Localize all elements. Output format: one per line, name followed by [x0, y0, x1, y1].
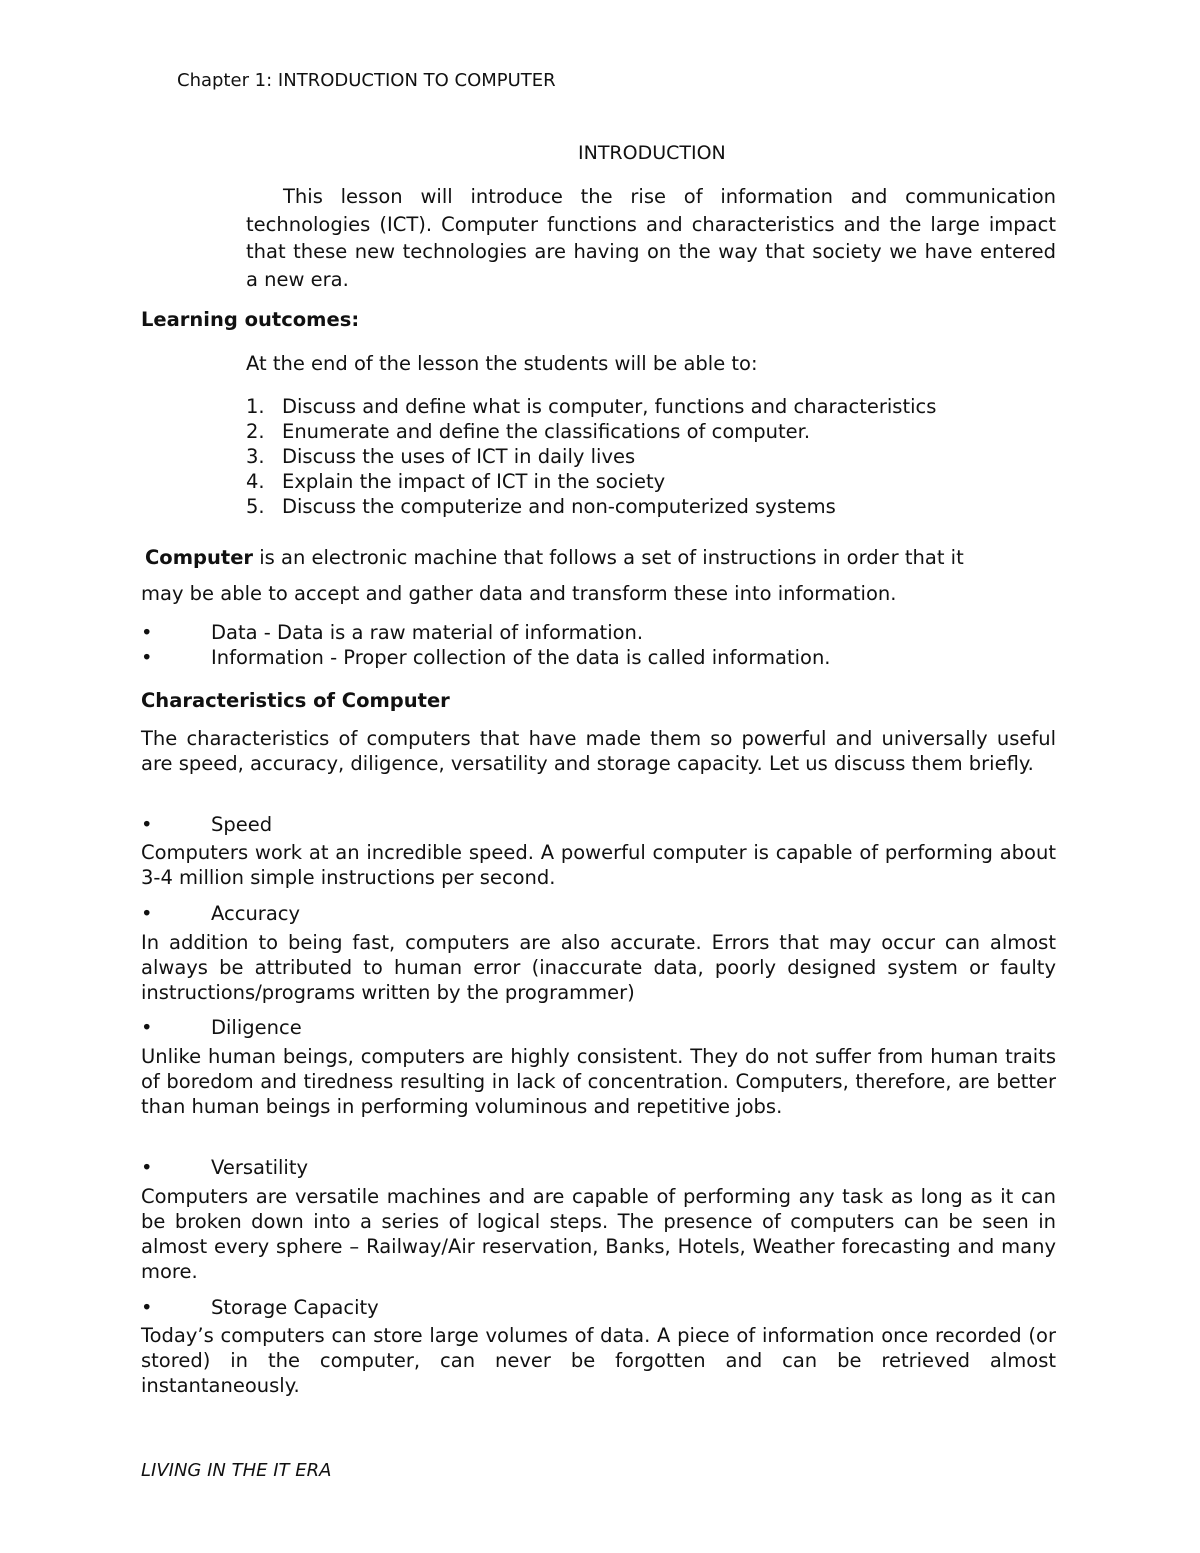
characteristic-versatility-text: Computers are versatile machines and are capable of performing any task as long as it can be broken down into a series of logical steps. The presence of computers can be seen in almost every sphere – Railway/Air reservation, Banks, Hotels, Weather forecasting and many more. — [141, 1185, 1056, 1283]
learning-outcomes-heading: Learning outcomes: — [141, 308, 360, 331]
learning-outcomes-list — [246, 394, 936, 519]
characteristics-heading: Characteristics of Computer — [141, 689, 450, 712]
page-footer: LIVING IN THE IT ERA — [141, 1460, 332, 1481]
definition-term: Computer — [145, 546, 254, 569]
characteristic-diligence-text: Unlike human beings, computers are highly consistent. They do not suffer from human traits of boredom and tiredness resulting in lack of concentration. Computers, therefore, are better than human beings in performing voluminous and repetitive jobs. — [141, 1045, 1056, 1118]
computer-definition-line2: may be able to accept and gather data and transform these into information. — [141, 582, 897, 605]
list-item: 3. Discuss the uses of ICT in daily lives — [246, 445, 636, 468]
list-item: 1. Discuss and define what is computer, functions and characteristics — [246, 395, 937, 418]
bullet-icon: • — [141, 813, 153, 836]
characteristic-accuracy-text: In addition to being fast, computers are also accurate. Errors that may occur can almost always be attributed to human error (inaccurate data, poorly designed system or faulty instructions/programs written by the programmer) — [141, 931, 1056, 1004]
learning-outcomes-intro: At the end of the lesson the students will be able to: — [246, 352, 758, 375]
intro-paragraph: This lesson will introduce the rise of information and communication technologies (ICT). Computer functions and characteristics and the large impact that these new technologies are having on the way that society we have entered a new era. — [246, 185, 1056, 291]
characteristic-accuracy-label: • Accuracy — [141, 902, 301, 925]
characteristics-intro: The characteristics of computers that have made them so powerful and universally useful are speed, accuracy, diligence, versatility and storage capacity. Let us discuss them briefly. — [141, 727, 1056, 775]
characteristic-versatility-label: • Versatility — [141, 1156, 309, 1179]
bullet-icon: • — [141, 1016, 153, 1039]
characteristic-storage-text: Today’s computers can store large volumes of data. A piece of information once recorded (or stored) in the computer, can never be forgotten and can be retrieved almost instantaneously. — [141, 1324, 1056, 1397]
bullet-icon: • — [141, 902, 153, 925]
list-item: • Data - Data is a raw material of information. — [141, 621, 644, 644]
characteristic-diligence-label: • Diligence — [141, 1016, 302, 1039]
list-item: 5. Discuss the computerize and non-computerized systems — [246, 495, 836, 518]
computer-definition-line1: Computer is an electronic machine that follows a set of instructions in order that it — [145, 546, 964, 569]
bullet-icon: • — [141, 621, 153, 644]
definition-bullets — [141, 620, 831, 670]
list-item: 4. Explain the impact of ICT in the society — [246, 470, 666, 493]
page-header: Chapter 1: INTRODUCTION TO COMPUTER — [177, 70, 556, 91]
bullet-icon: • — [141, 1296, 153, 1319]
bullet-icon: • — [141, 646, 153, 669]
bullet-icon: • — [141, 1156, 153, 1179]
characteristic-storage-label: • Storage Capacity — [141, 1296, 379, 1319]
characteristic-speed-text: Computers work at an incredible speed. A powerful computer is capable of performing about 3-4 million simple instructions per second. — [141, 841, 1056, 889]
characteristic-speed-label: • Speed — [141, 813, 273, 836]
list-item: 2. Enumerate and define the classifications of computer. — [246, 420, 811, 443]
list-item: • Information - Proper collection of the data is called information. — [141, 646, 831, 669]
section-title: INTRODUCTION — [578, 142, 726, 164]
